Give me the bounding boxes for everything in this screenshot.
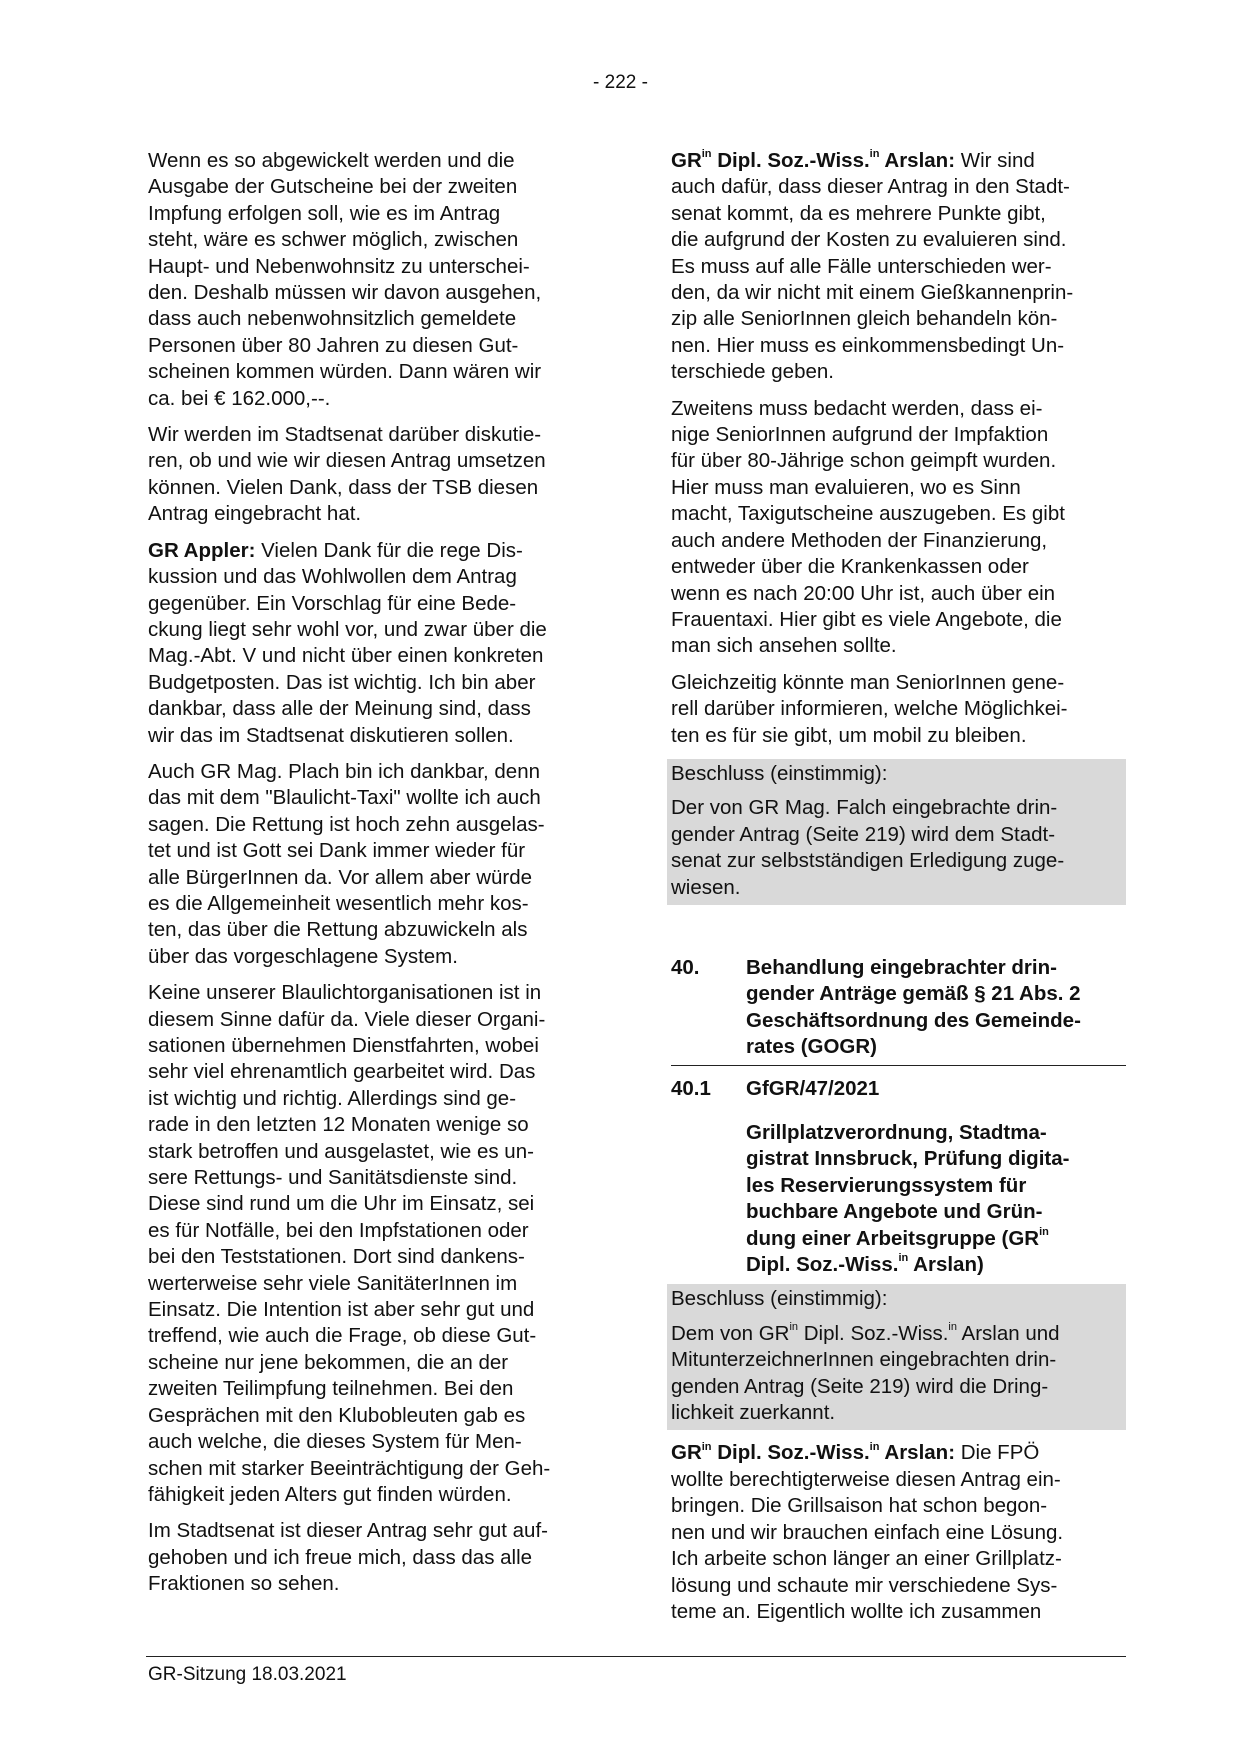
text-line: rade in den letzten 12 Monaten wenige so bbox=[148, 1113, 529, 1137]
text-line: lichkeit zuerkannt. bbox=[671, 1401, 836, 1425]
text-line: steht, wäre es schwer möglich, zwischen bbox=[148, 228, 519, 252]
text-line: Auch GR Mag. Plach bin ich dankbar, denn bbox=[148, 759, 541, 783]
paragraph-speaker-appler bbox=[148, 538, 595, 749]
text-line: dass auch nebenwohnsitzlich gemeldete bbox=[148, 307, 517, 331]
text-line: Zweitens muss bedacht werden, dass ei- bbox=[671, 396, 1043, 420]
text-line: Ausgabe der Gutscheine bei der zweiten bbox=[148, 175, 518, 199]
agenda-title bbox=[746, 1120, 1126, 1278]
text-line: Behandlung eingebrachter drin- bbox=[746, 955, 1057, 979]
text-line: ten es für sie gibt, um mobil zu bleiben. bbox=[671, 723, 1027, 747]
text-line: wenn es nach 20:00 Uhr ist, auch über ein bbox=[671, 581, 1056, 605]
text-line: gender Antrag (Seite 219) wird dem Stadt- bbox=[671, 822, 1056, 846]
text-line: wollte berechtigterweise diesen Antrag ein- bbox=[671, 1467, 1061, 1491]
text-line: Fraktionen so sehen. bbox=[148, 1572, 340, 1596]
text-line: ca. bei € 162.000,--. bbox=[148, 386, 331, 410]
text-line: gegenüber. Ein Vorschlag für eine Bede- bbox=[148, 591, 517, 615]
text-line: Personen über 80 Jahren zu diesen Gut- bbox=[148, 333, 519, 357]
title-line: dung einer Arbeitsgruppe ($GR^{in}$ bbox=[746, 1225, 1049, 1250]
paragraph bbox=[148, 980, 595, 1508]
text-line: Impfung erfolgen soll, wie es im Antrag bbox=[148, 201, 501, 225]
resolution-label: Beschluss (einstimmig): bbox=[671, 761, 888, 785]
text-line: senat zur selbstständigen Erledigung zuge- bbox=[671, 849, 1065, 873]
text-line: den. Deshalb müssen wir davon ausgehen, bbox=[148, 281, 542, 305]
text-line: Hier muss man evaluieren, wo es Sinn bbox=[671, 475, 1021, 499]
text-line: wir das im Stadtsenat diskutieren sollen. bbox=[148, 723, 514, 747]
resolution-label: Beschluss (einstimmig): bbox=[671, 1287, 888, 1311]
text-line: alle BürgerInnen da. Vor allem aber würde bbox=[148, 865, 533, 889]
text-line: macht, Taxigutscheine auszugeben. Es gibt bbox=[671, 502, 1065, 526]
text-line: lösung und schaute mir verschiedene Sys- bbox=[671, 1573, 1058, 1597]
paragraph-speaker-arslan: $GR^{in}$ Dipl. Soz.-Wiss.$^{in}$ Arslan: Wir sind bbox=[671, 148, 1035, 172]
text-line: Der von GR Mag. Falch eingebrachte drin- bbox=[671, 796, 1058, 820]
text-line: sagen. Die Rettung ist hoch zehn ausgelas- bbox=[148, 812, 545, 836]
text-line: sere Rettungs- und Sanitätsdienste sind. bbox=[148, 1166, 518, 1190]
text-line: Vielen Dank für die rege Dis- bbox=[255, 538, 523, 562]
text-line: Wir werden im Stadtsenat darüber diskutie- bbox=[148, 423, 542, 447]
text-line: Es muss auf alle Fälle unterschieden wer- bbox=[671, 254, 1052, 278]
text-line: ist wichtig und richtig. Allerdings sind ge- bbox=[148, 1086, 517, 1110]
text-line: genden Antrag (Seite 219) wird die Dring- bbox=[671, 1374, 1049, 1398]
text-line: für über 80-Jährige schon geimpft wurden. bbox=[671, 449, 1057, 473]
title-line: buchbare Angebote und Grün- bbox=[746, 1200, 1043, 1224]
text-line: Antrag eingebracht hat. bbox=[148, 502, 362, 526]
text-line: Gleichzeitig könnte man SeniorInnen gene- bbox=[671, 670, 1065, 694]
text-line: Gesprächen mit den Klubobleuten gab es bbox=[148, 1403, 526, 1427]
paragraph bbox=[148, 1518, 595, 1597]
text-line: ckung liegt sehr wohl vor, und zwar über die bbox=[148, 617, 547, 641]
resolution-box bbox=[667, 759, 1126, 905]
text-line: fähigkeit jeden Alters gut finden würden. bbox=[148, 1482, 512, 1506]
agenda-title bbox=[746, 955, 1126, 1061]
footer-session-date: GR-Sitzung 18.03.2021 bbox=[148, 1664, 347, 1685]
text-line: Keine unserer Blaulichtorganisationen ist in bbox=[148, 981, 542, 1005]
agenda-item-40-1 bbox=[671, 1076, 1126, 1279]
text-line: den, da wir nicht mit einem Gießkannenprin- bbox=[671, 281, 1074, 305]
text-line: über das vorgeschlagene System. bbox=[148, 944, 458, 968]
text-line: schen mit starker Beeinträchtigung der Geh- bbox=[148, 1456, 551, 1480]
text-line: Wenn es so abgewickelt werden und die bbox=[148, 149, 515, 172]
text-line: es für Notfälle, bei den Impfstationen oder bbox=[148, 1218, 529, 1242]
text-line: Ich arbeite schon länger an einer Grillplatz- bbox=[671, 1547, 1062, 1571]
text-line: Haupt- und Nebenwohnsitz zu unterschei- bbox=[148, 254, 530, 278]
text-line: senat kommt, da es mehrere Punkte gibt, bbox=[671, 201, 1046, 225]
text-line: zweiten Teilimpfung teilnehmen. Bei den bbox=[148, 1377, 514, 1401]
text-line: ten, das über die Rettung abzuwickeln als bbox=[148, 918, 528, 942]
text-line: treffend, wie auch die Frage, ob diese Gut- bbox=[148, 1324, 537, 1348]
title-line: Grillplatzverordnung, Stadtma- bbox=[746, 1121, 1047, 1144]
title-line: les Reservierungssystem für bbox=[746, 1173, 1027, 1197]
footer-divider bbox=[146, 1656, 1126, 1657]
agenda-code: GfGR/47/2021 bbox=[746, 1076, 880, 1100]
left-column bbox=[148, 148, 595, 1608]
text-line: auch welche, die dieses System für Men- bbox=[148, 1430, 522, 1454]
resolution-box bbox=[667, 1284, 1126, 1430]
text-line: können. Vielen Dank, dass der TSB diesen bbox=[148, 475, 539, 499]
page-number: - 222 - bbox=[593, 72, 648, 93]
text-line: diesem Sinne dafür da. Viele dieser Organi- bbox=[148, 1007, 546, 1031]
right-column bbox=[671, 148, 1126, 1635]
text-line: Frauentaxi. Hier gibt es viele Angebote, die bbox=[671, 607, 1062, 631]
text-line: bringen. Die Grillsaison hat schon begon- bbox=[671, 1494, 1048, 1518]
text-line: bei den Teststationen. Dort sind dankens- bbox=[148, 1245, 525, 1269]
text-line: rates (GOGR) bbox=[746, 1035, 877, 1059]
text-line: kussion und das Wohlwollen dem Antrag bbox=[148, 565, 517, 589]
text-line: teme an. Eigentlich wollte ich zusammen bbox=[671, 1599, 1042, 1623]
text-line: auch andere Methoden der Finanzierung, bbox=[671, 528, 1048, 552]
text-line: das mit dem "Blaulicht-Taxi" wollte ich auch bbox=[148, 786, 541, 810]
paragraph bbox=[671, 396, 1126, 660]
text-line: rell darüber informieren, welche Möglichkei- bbox=[671, 697, 1068, 721]
text-line: Geschäftsordnung des Gemeinde- bbox=[746, 1008, 1081, 1032]
speaker-name: $GR^{in}$ Dipl. Soz.-Wiss.$^{in}$ Arslan: bbox=[671, 1440, 956, 1465]
paragraph bbox=[671, 670, 1126, 749]
text-line: sationen übernehmen Dienstfahrten, wobei bbox=[148, 1034, 539, 1057]
text-line: Mag.-Abt. V und nicht über einen konkreten bbox=[148, 644, 544, 668]
speaker-name: $GR^{in}$ Dipl. Soz.-Wiss.$^{in}$ Arslan: bbox=[671, 148, 956, 172]
text-line: tet und ist Gott sei Dank immer wieder für bbox=[148, 839, 526, 863]
paragraph-speaker-arslan-2: $GR^{in}$ Dipl. Soz.-Wiss.$^{in}$ Arslan: Die FPÖ bbox=[671, 1440, 1040, 1465]
text-line: man sich ansehen sollte. bbox=[671, 634, 897, 658]
agenda-number: 40. bbox=[671, 955, 700, 979]
agenda-item-40 bbox=[671, 955, 1126, 1066]
text-line: Im Stadtsenat ist dieser Antrag sehr gut auf- bbox=[148, 1519, 548, 1543]
title-line: gistrat Innsbruck, Prüfung digita- bbox=[746, 1147, 1070, 1171]
paragraph bbox=[148, 148, 595, 412]
text-line: es die Allgemeinheit wesentlich mehr kos- bbox=[148, 891, 529, 915]
text-line: gehoben und ich freue mich, dass das alle bbox=[148, 1545, 533, 1569]
text-line: scheine nur jene bekommen, die an der bbox=[148, 1350, 509, 1374]
text-line: wiesen. bbox=[671, 875, 741, 899]
text-line: dankbar, dass alle der Meinung sind, dass bbox=[148, 697, 531, 721]
text-line: entweder über die Krankenkassen oder bbox=[671, 555, 1029, 579]
text-line: Budgetposten. Das ist wichtig. Ich bin aber bbox=[148, 670, 536, 694]
text-line: stark betroffen und ausgelastet, wie es un- bbox=[148, 1139, 534, 1163]
text-line: werterweise sehr viele SanitäterInnen im bbox=[148, 1271, 518, 1295]
text-line: MitunterzeichnerInnen eingebrachten drin- bbox=[671, 1348, 1057, 1372]
text-line: auch dafür, dass dieser Antrag in den Stadt- bbox=[671, 175, 1070, 199]
text-line: Dem von $GR^{in}$ Dipl. Soz.-Wiss.$^{in}$ Arslan und bbox=[671, 1321, 1060, 1345]
text-line: terschiede geben. bbox=[671, 360, 834, 384]
paragraph bbox=[671, 174, 1126, 385]
paragraph bbox=[148, 422, 595, 528]
text-line: gender Anträge gemäß § 21 Abs. 2 bbox=[746, 982, 1081, 1006]
resolution-text bbox=[671, 795, 1122, 901]
text-line: nen. Hier muss es einkommensbedingt Un- bbox=[671, 333, 1065, 357]
text-line: nige SeniorInnen aufgrund der Impfaktion bbox=[671, 423, 1049, 447]
text-line: die aufgrund der Kosten zu evaluieren sind. bbox=[671, 228, 1067, 252]
text-line: zip alle SeniorInnen gleich behandeln kön- bbox=[671, 307, 1058, 331]
text-line: nen und wir brauchen einfach eine Lösung. bbox=[671, 1520, 1064, 1544]
paragraph bbox=[148, 759, 595, 970]
paragraph bbox=[671, 1467, 1126, 1625]
agenda-number: 40.1 bbox=[671, 1076, 711, 1100]
text-line: Einsatz. Die Intention ist aber sehr gut und bbox=[148, 1298, 535, 1322]
resolution-text bbox=[671, 1321, 1122, 1427]
text-line: Diese sind rund um die Uhr im Einsatz, sei bbox=[148, 1192, 535, 1216]
speaker-name: GR Appler: bbox=[148, 538, 256, 562]
text-line: sehr viel ehrenamtlich gearbeitet wird. Das bbox=[148, 1060, 536, 1084]
title-line: Dipl. Soz.-Wiss.$^{in}$ Arslan) bbox=[746, 1252, 984, 1277]
text-line: ren, ob und wie wir diesen Antrag umsetzen bbox=[148, 449, 546, 473]
text-line: scheinen kommen würden. Dann wären wir bbox=[148, 360, 542, 384]
